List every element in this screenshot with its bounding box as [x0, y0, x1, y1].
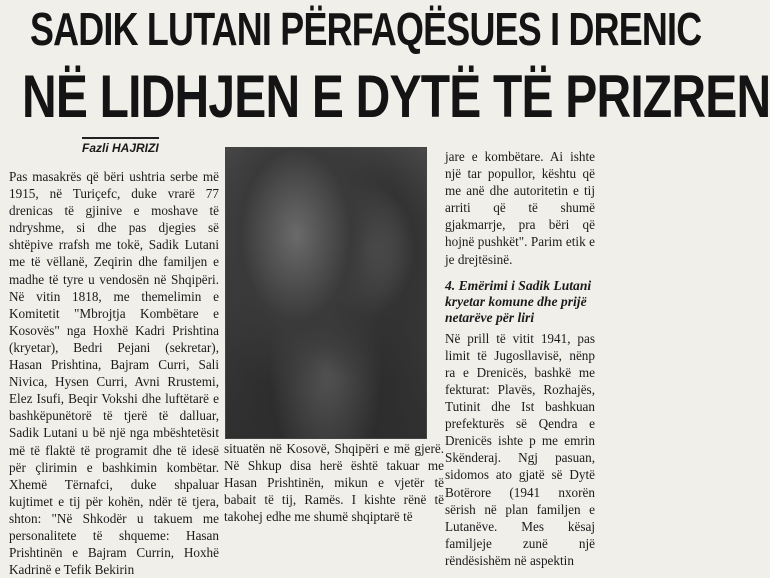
column-3-body: Në prill të vitit 1941, pas limit të Jugosllavisë, nënp ra e Drenicës, bashkë me fekturat: Plavës, Rozhajës, Tutinit dhe Ist bashkuan prefekturës së Qendra e Drenicës ishte p me emrin Skënderaj. Ngj pasuan, sidomos ato gjatë së Dytë Botërore (1941 nxorën sërish në plan familjen e Lutanëve. Mes kësaj familjeje zunë një rëndësishëm në aspektin: [445, 330, 595, 568]
article-column-1: [9, 168, 219, 578]
headline-line-1: SADIK LUTANI PËRFAQËSUES I DRENIC: [30, 3, 702, 55]
byline: Fazli HAJRIZI: [82, 137, 159, 155]
headline-line-2: NË LIDHJEN E DYTË TË PRIZREN: [22, 63, 770, 130]
section-subhead: 4. Emërimi i Sadik Lutani kryetar komune dhe prijë netarëve për liri: [445, 277, 592, 325]
article-column-2: [224, 440, 444, 525]
column-1-text: Pas masakrës që bëri ushtria serbe më 1915, në Turiçefc, duke vrarë 77 drenicas të gjinive e moshave të ndryshme, si dhe pas djegies së shtëpive rrafsh me tokë, Sadik Lutani me të vëllanë, Zeqirin dhe familjen e madhe të tyre u vendosën në Shqipëri. Në vitin 1818, me themelimin e Komitetit "Mbrojtja Kombëtare e Kosovës" nga Hoxhë Kadri Prishtina (kryetar), Bedri Pejani (sekretar), Hasan Prishtina, Bajram Curri, Sali Nivica, Hysen Curri, Avni Rrustemi, Elez Isufi, Beqir Vokshi dhe luftëtarë e bashkëpunëtorë të tjerë të dalluar, Sadik Lutani u bë një nga mbështetësit më të flaktë të programit dhe të idesë për çlirimin e bashkimin kombëtar. Xhemë Tërnafci, duke shpaluar kujtimet e tij për kohën, ndër të tjera, shton: "Në Shkodër u takuem me personalitete të shqueme: Hasan Prishtinën e Bajram Currin, Hoxhë Kadrinë e Tefik Bekirin: [9, 169, 219, 578]
column-2-text: situatën në Kosovë, Shqipëri e më gjerë. Në Shkup disa herë është takuar me Hasan Prishtinën, mikun e vjetër të babait të tij, Ramës. I kishte rënë të takohej edhe me shumë shqiptarë të: [224, 441, 444, 525]
column-3-intro: jare e kombëtare. Ai ishte një tar popullor, kështu që me anë dhe autoritetin e tij arriti që të shumë gjakmarrje, pra bëri që hojnë pushkët". Parim etik e je drejtësinë.: [445, 149, 595, 267]
article-photo: [225, 147, 427, 439]
article-column-3: [445, 148, 595, 569]
